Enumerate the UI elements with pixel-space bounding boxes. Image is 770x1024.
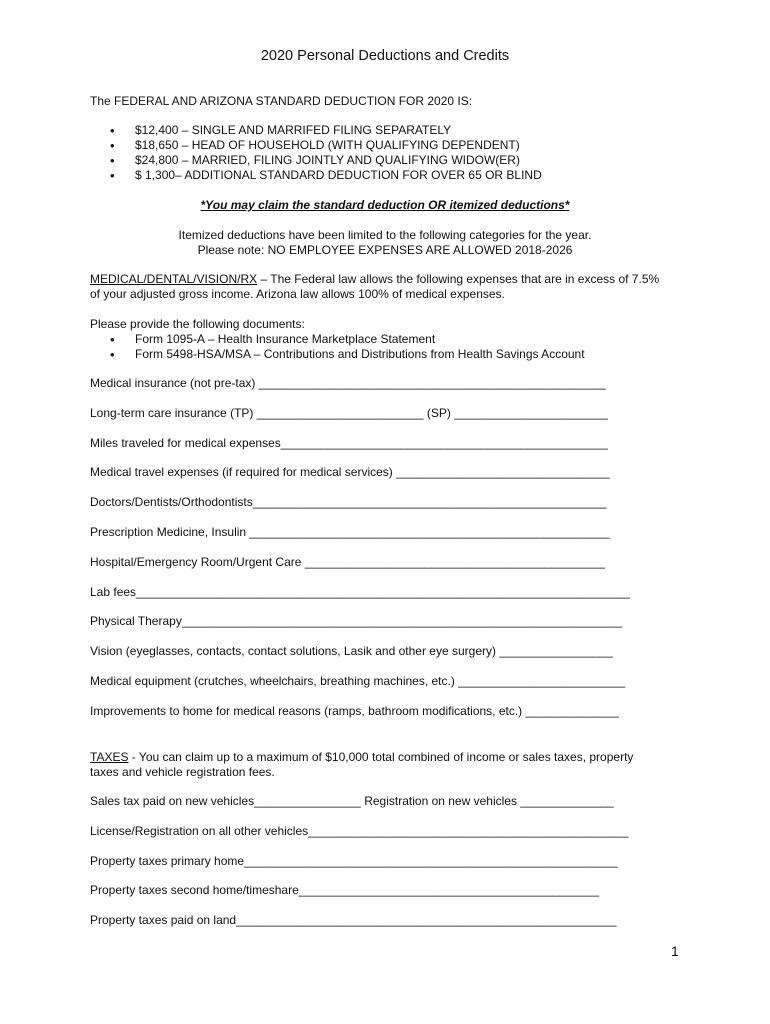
page-number: 1 xyxy=(671,943,679,959)
prescription-field[interactable]: Prescription Medicine, Insulin ______________________________________________________ xyxy=(90,525,610,539)
page-title: 2020 Personal Deductions and Credits xyxy=(260,48,510,64)
list-item: • $12,400 – SINGLE AND MARRIFED FILING SEPARATELY xyxy=(90,123,542,138)
documents-intro: Please provide the following documents: xyxy=(90,317,305,331)
lab-fees-field[interactable]: Lab fees__________________________________________________________________________ xyxy=(90,585,630,599)
list-item: • $24,800 – MARRIED, FILING JOINTLY AND QUALIFYING WIDOW(ER) xyxy=(90,153,542,168)
standard-deduction-intro: The FEDERAL AND ARIZONA STANDARD DEDUCTION FOR 2020 IS: xyxy=(90,94,473,108)
medical-heading: MEDICAL/DENTAL/VISION/RX xyxy=(90,272,258,286)
list-item: • Form 5498-HSA/MSA – Contributions and Distributions from Health Savings Account xyxy=(90,347,585,362)
vision-field[interactable]: Vision (eyeglasses, contacts, contact solutions, Lasik and other eye surgery) _________________ xyxy=(90,644,613,658)
medical-equipment-field[interactable]: Medical equipment (crutches, wheelchairs, breathing machines, etc.) _________________________ xyxy=(90,674,626,688)
list-item: • $ 1,300– ADDITIONAL STANDARD DEDUCTION FOR OVER 65 OR BLIND xyxy=(90,168,542,183)
claim-note: *You may claim the standard deduction OR itemized deductions* xyxy=(200,198,570,212)
documents-list xyxy=(90,332,585,362)
list-item: • $18,650 – HEAD OF HOUSEHOLD (WITH QUALIFYING DEPENDENT) xyxy=(90,138,542,153)
medical-travel-field[interactable]: Medical travel expenses (if required for medical services) ________________________________ xyxy=(90,465,610,479)
physical-therapy-field[interactable]: Physical Therapy__________________________________________________________________ xyxy=(90,614,623,628)
medical-miles-field[interactable]: Miles traveled for medical expenses_________________________________________________ xyxy=(90,436,608,450)
home-improvements-field[interactable]: Improvements to home for medical reasons (ramps, bathroom modifications, etc.) ______________ xyxy=(90,704,619,718)
employee-expenses-note: Please note: NO EMPLOYEE EXPENSES ARE ALLOWED 2018-2026 xyxy=(197,243,573,257)
medical-section-intro xyxy=(90,272,665,302)
medical-description: – The Federal law allows the following expenses that are in excess of 7.5% of your adjusted gross income. Arizona law allows 100% of medical expenses. xyxy=(90,272,660,301)
license-registration-field[interactable]: License/Registration on all other vehicles________________________________________________ xyxy=(90,824,629,838)
property-tax-primary-field[interactable]: Property taxes primary home________________________________________________________ xyxy=(90,854,618,868)
doctors-field[interactable]: Doctors/Dentists/Orthodontists_____________________________________________________ xyxy=(90,495,607,509)
document-page xyxy=(90,0,680,1024)
taxes-description: - You can claim up to a maximum of $10,000 total combined of income or sales taxes, property taxes and vehicle registration fees. xyxy=(90,750,634,779)
vehicle-sales-tax-field[interactable]: Sales tax paid on new vehicles________________ Registration on new vehicles ______________ xyxy=(90,794,614,808)
hospital-field[interactable]: Hospital/Emergency Room/Urgent Care _____________________________________________ xyxy=(90,555,606,569)
long-term-care-field[interactable]: Long-term care insurance (TP) _________________________ (SP) _______________________ xyxy=(90,406,608,420)
property-tax-second-home-field[interactable]: Property taxes second home/timeshare_____________________________________________ xyxy=(90,883,600,897)
list-item: • Form 1095-A – Health Insurance Marketplace Statement xyxy=(90,332,585,347)
standard-deduction-list xyxy=(90,123,542,183)
taxes-heading: TAXES xyxy=(90,750,129,764)
limited-categories-note xyxy=(90,228,680,258)
medical-insurance-field[interactable]: Medical insurance (not pre-tax) ____________________________________________________ xyxy=(90,376,606,390)
limited-note-line: Itemized deductions have been limited to the following categories for the year. xyxy=(178,228,592,242)
taxes-section-intro xyxy=(90,750,665,780)
property-tax-land-field[interactable]: Property taxes paid on land_________________________________________________________ xyxy=(90,913,617,927)
